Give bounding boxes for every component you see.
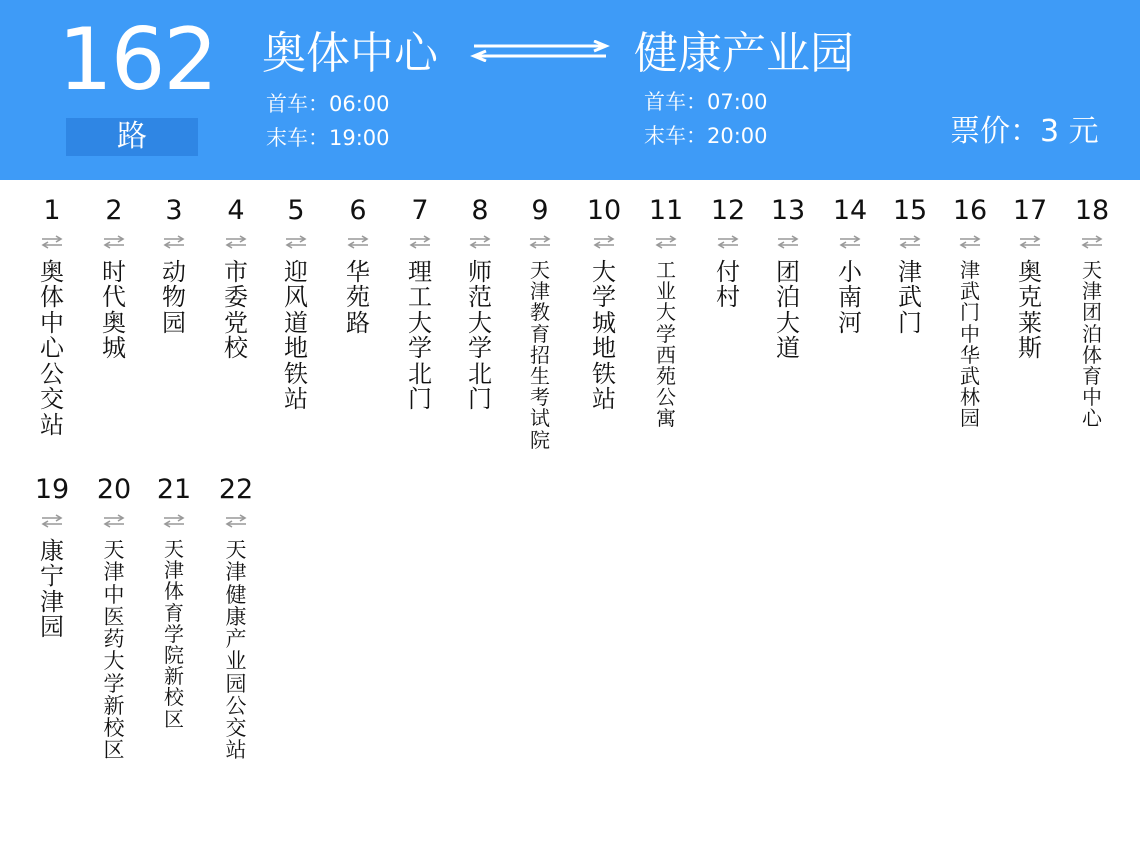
stop-number: 10 [586, 195, 622, 226]
swap-arrows-icon [162, 513, 186, 529]
swap-arrows-icon [162, 234, 186, 250]
swap-arrows-icon [716, 234, 740, 250]
stop-number: 15 [892, 195, 928, 226]
stop-number: 14 [832, 195, 868, 226]
swap-arrows-icon [468, 234, 492, 250]
stop-name: 天 津 中 医 药 大 学 新 校 区 [103, 538, 125, 763]
stop-name: 华 苑 路 [346, 258, 370, 337]
stop-number: 11 [648, 195, 684, 226]
stop-number: 18 [1074, 195, 1110, 226]
swap-arrows-icon [838, 234, 862, 250]
swap-arrows-icon [654, 234, 678, 250]
swap-arrows-icon [40, 513, 64, 529]
stop-name: 时 代 奥 城 [102, 258, 126, 363]
swap-arrows-icon [224, 513, 248, 529]
stop-name: 津 武 门 中 华 武 林 园 [960, 258, 980, 431]
swap-arrows-icon [776, 234, 800, 250]
stop-number: 1 [43, 195, 61, 226]
stop-number: 2 [105, 195, 123, 226]
start-first-bus: 首车：06:00 [266, 92, 390, 116]
stop-name: 师 范 大 学 北 门 [468, 258, 492, 414]
fare: 票价：3 元 [950, 114, 1099, 149]
swap-arrows-icon [898, 234, 922, 250]
stop-name: 迎 风 道 地 铁 站 [284, 258, 308, 414]
stop-number: 6 [349, 195, 367, 226]
stop-number: 22 [218, 474, 254, 505]
swap-arrows-icon [408, 234, 432, 250]
swap-arrows-icon [1080, 234, 1104, 250]
stop-number: 3 [165, 195, 183, 226]
stop-name: 市 委 党 校 [224, 258, 248, 363]
start-terminal: 奥体中心 [262, 28, 438, 79]
stop-number: 17 [1012, 195, 1048, 226]
stop-number: 21 [156, 474, 192, 505]
stop-number: 20 [96, 474, 132, 505]
stop-number: 4 [227, 195, 245, 226]
stop-name: 康 宁 津 园 [40, 537, 64, 642]
route-suffix: 路 [66, 118, 198, 156]
swap-arrows-icon [1018, 234, 1042, 250]
stop-name: 天 津 团 泊 体 育 中 心 [1082, 258, 1102, 431]
end-terminal: 健康产业园 [634, 28, 854, 79]
swap-arrows-icon [40, 234, 64, 250]
stop-name: 天 津 教 育 招 生 考 试 院 [530, 258, 550, 452]
swap-arrows-icon [592, 234, 616, 250]
stop-number: 13 [770, 195, 806, 226]
stop-name: 工 业 大 学 西 苑 公 寓 [656, 258, 676, 431]
stop-number: 7 [411, 195, 429, 226]
stop-number: 19 [34, 474, 70, 505]
stop-name: 团 泊 大 道 [776, 258, 800, 363]
swap-arrows-icon [958, 234, 982, 250]
stop-number: 8 [471, 195, 489, 226]
stop-number: 16 [952, 195, 988, 226]
stop-name: 大 学 城 地 铁 站 [592, 258, 616, 414]
stop-name: 津 武 门 [898, 258, 922, 337]
stop-name: 动 物 园 [162, 258, 186, 337]
stop-name: 小 南 河 [838, 258, 862, 337]
stop-name: 天 津 体 育 学 院 新 校 区 [164, 537, 184, 731]
bidirectional-arrow-icon [470, 40, 610, 62]
end-last-bus: 末车：20:00 [644, 124, 768, 148]
stop-name: 付 村 [716, 258, 740, 312]
swap-arrows-icon [346, 234, 370, 250]
stop-name: 理 工 大 学 北 门 [408, 258, 432, 414]
swap-arrows-icon [102, 234, 126, 250]
end-first-bus: 首车：07:00 [644, 90, 768, 114]
swap-arrows-icon [102, 513, 126, 529]
swap-arrows-icon [224, 234, 248, 250]
stop-name: 天 津 健 康 产 业 园 公 交 站 [225, 538, 247, 763]
stop-number: 5 [287, 195, 305, 226]
stop-number: 9 [531, 195, 549, 226]
stop-name: 奥 克 莱 斯 [1018, 258, 1042, 363]
route-header [0, 0, 1140, 180]
stop-name: 奥 体 中 心 公 交 站 [40, 258, 64, 439]
start-last-bus: 末车：19:00 [266, 126, 390, 150]
swap-arrows-icon [284, 234, 308, 250]
stop-number: 12 [710, 195, 746, 226]
route-number: 162 [58, 10, 217, 110]
swap-arrows-icon [528, 234, 552, 250]
